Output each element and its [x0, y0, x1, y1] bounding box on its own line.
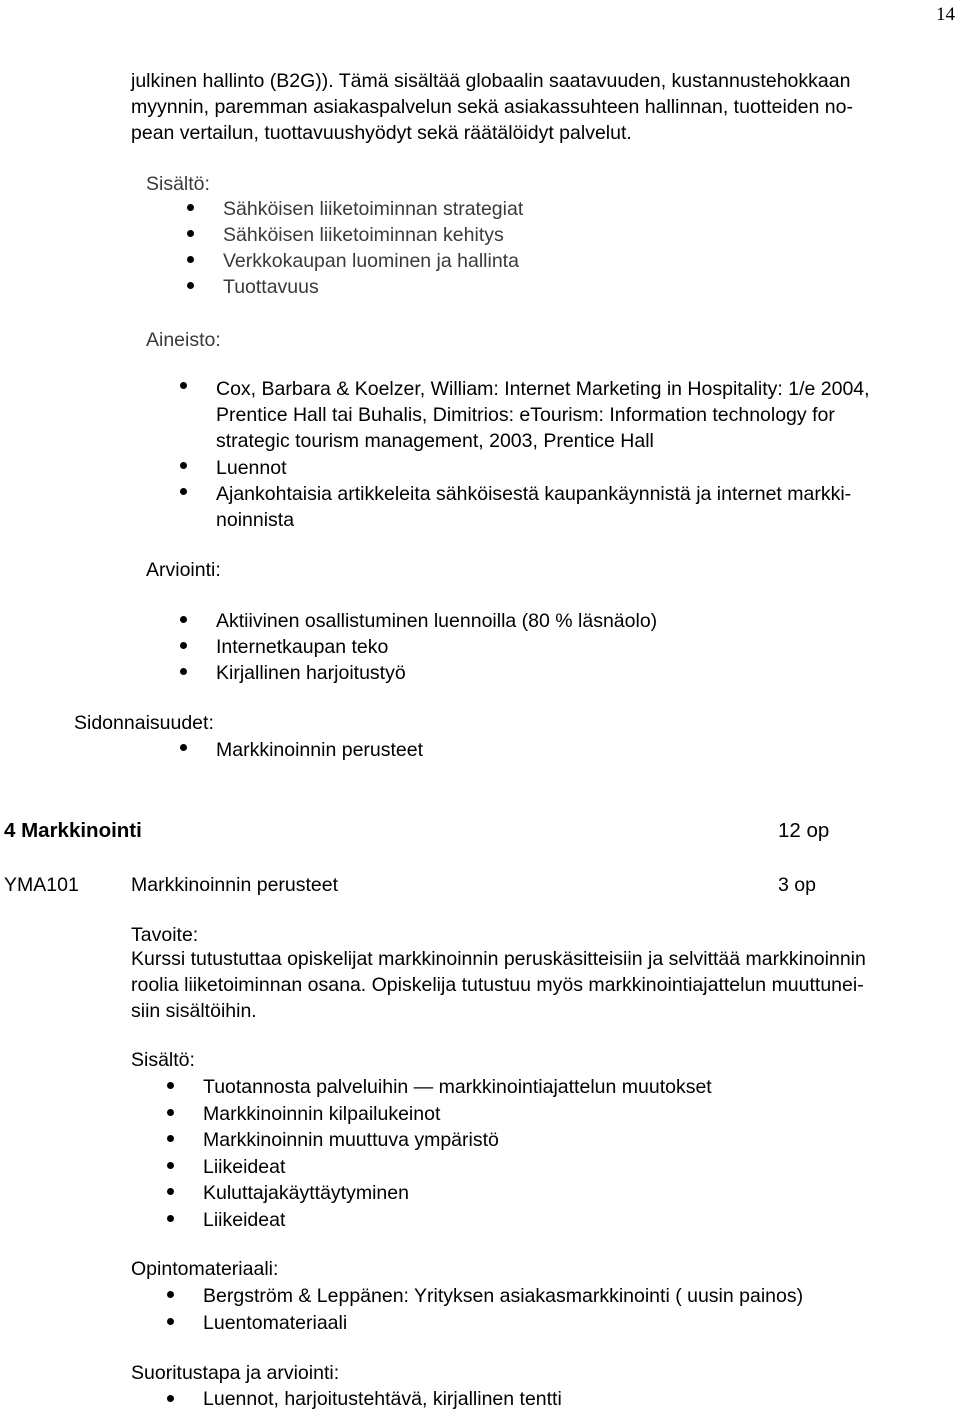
bullet-icon	[167, 1162, 174, 1169]
tavoite-line: roolia liiketoiminnan osana. Opiskelija tutustuu myös markkinointiajattelun muuttunei-	[131, 974, 864, 996]
aineisto-line: Prentice Hall tai Buhalis, Dimitrios: eTourism: Information technology for	[216, 404, 835, 426]
list-item: Aktiivinen osallistuminen luennoilla (80 % läsnäolo)	[216, 610, 658, 632]
list-item: Luennot	[216, 457, 287, 479]
tavoite-line: siin sisältöihin.	[131, 1000, 257, 1022]
list-item: Luennot, harjoitustehtävä, kirjallinen tentti	[203, 1388, 562, 1410]
intro-line: myynnin, paremman asiakaspalvelun sekä asiakassuhteen hallinnan, tuotteiden no-	[131, 96, 853, 118]
intro-line: pean vertailun, tuottavuushyödyt sekä räätälöidyt palvelut.	[131, 122, 632, 144]
list-item: Tuottavuus	[223, 276, 319, 298]
module-title: 4 Markkinointi	[4, 819, 142, 842]
bullet-icon	[180, 642, 187, 649]
bullet-icon	[167, 1135, 174, 1142]
bullet-icon	[187, 230, 194, 237]
list-item: Sähköisen liiketoiminnan strategiat	[223, 198, 524, 220]
sec1-arviointi-label: Arviointi:	[146, 559, 221, 581]
list-item: Markkinoinnin kilpailukeinot	[203, 1103, 441, 1125]
bullet-icon	[180, 668, 187, 675]
bullet-icon	[180, 488, 187, 495]
bullet-icon	[167, 1395, 174, 1402]
bullet-icon	[187, 256, 194, 263]
list-item: Liikeideat	[203, 1156, 286, 1178]
module-credits: 12 op	[778, 819, 830, 842]
sec2-opintomateriaali-label: Opintomateriaali:	[131, 1258, 279, 1280]
bullet-icon	[167, 1188, 174, 1195]
bullet-icon	[180, 462, 187, 469]
aineisto-line: Cox, Barbara & Koelzer, William: Internet Marketing in Hospitality: 1/e 2004,	[216, 378, 870, 400]
bullet-icon	[180, 616, 187, 623]
list-item: Kuluttajakäyttäytyminen	[203, 1182, 409, 1204]
aineisto-line: strategic tourism management, 2003, Prentice Hall	[216, 430, 654, 452]
sec1-sisalto-label: Sisältö:	[146, 173, 210, 195]
page-number: 14	[936, 4, 955, 25]
aineisto-line: Ajankohtaisia artikkeleita sähköisestä kaupankäynnistä ja internet markki-	[216, 483, 852, 505]
tavoite-line: Kurssi tutustuttaa opiskelijat markkinoinnin peruskäsitteisiin ja selvittää markkinoinnin	[131, 948, 866, 970]
course-name: Markkinoinnin perusteet	[131, 874, 339, 896]
list-item: Liikeideat	[203, 1209, 286, 1231]
course-credits: 3 op	[778, 874, 816, 896]
list-item: Tuotannosta palveluihin — markkinointiajattelun muutokset	[203, 1076, 712, 1098]
bullet-icon	[167, 1082, 174, 1089]
list-item: Kirjallinen harjoitustyö	[216, 662, 406, 684]
bullet-icon	[180, 744, 187, 751]
list-item: Markkinoinnin perusteet	[216, 739, 424, 761]
list-item: Markkinoinnin muuttuva ympäristö	[203, 1129, 499, 1151]
bullet-icon	[167, 1215, 174, 1222]
bullet-icon	[187, 204, 194, 211]
list-item: Sähköisen liiketoiminnan kehitys	[223, 224, 504, 246]
aineisto-line: noinnista	[216, 509, 295, 531]
bullet-icon	[167, 1291, 174, 1298]
bullet-icon	[187, 282, 194, 289]
bullet-icon	[167, 1318, 174, 1325]
list-item: Internetkaupan teko	[216, 636, 389, 658]
sec1-aineisto-label: Aineisto:	[146, 329, 221, 351]
sec2-suoritustapa-label: Suoritustapa ja arviointi:	[131, 1362, 340, 1384]
list-item: Luentomateriaali	[203, 1312, 348, 1334]
sec2-tavoite-label: Tavoite:	[131, 924, 199, 946]
sec1-sidonnaisuudet-label: Sidonnaisuudet:	[74, 712, 214, 734]
sec2-sisalto-label: Sisältö:	[131, 1049, 195, 1071]
list-item: Bergström & Leppänen: Yrityksen asiakasmarkkinointi ( uusin painos)	[203, 1285, 804, 1307]
bullet-icon	[167, 1109, 174, 1116]
list-item: Verkkokaupan luominen ja hallinta	[223, 250, 519, 272]
intro-line: julkinen hallinto (B2G)). Tämä sisältää globaalin saatavuuden, kustannustehokkaan	[131, 70, 851, 92]
bullet-icon	[180, 382, 187, 389]
course-code: YMA101	[4, 874, 79, 896]
